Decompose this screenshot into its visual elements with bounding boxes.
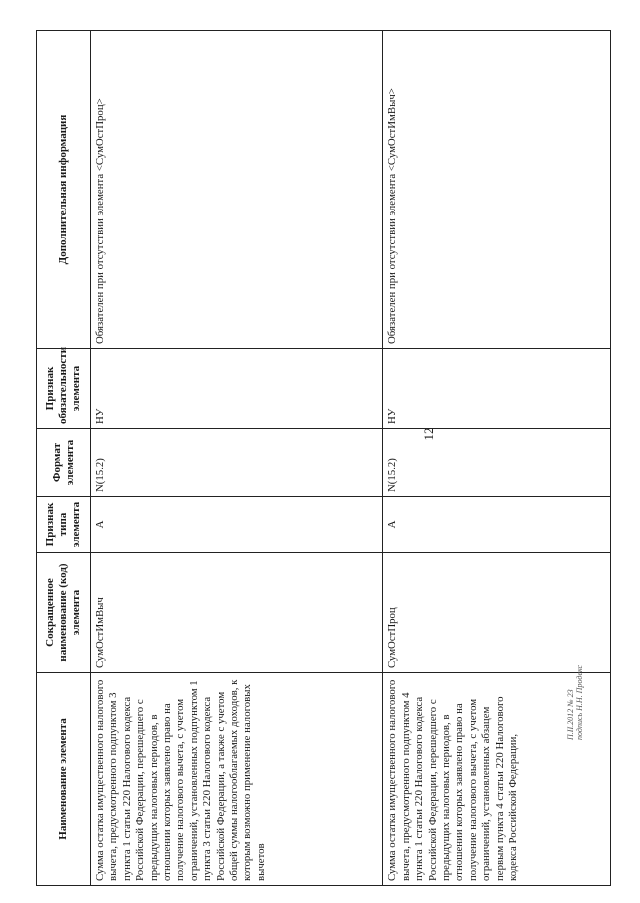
cell-format: N(15.2) — [383, 429, 611, 497]
cell-code: СумОстПроц — [383, 553, 611, 673]
cell-format: N(15.2) — [91, 429, 383, 497]
header-type: Признак типа элемента — [37, 497, 91, 553]
elements-table — [36, 30, 611, 886]
table-row — [383, 31, 611, 886]
header-required: Признак обязательности элемента — [37, 349, 91, 429]
cell-info: Обязателен при отсутствии элемента <СумОстИмВыч> — [383, 31, 611, 349]
cell-required: НУ — [91, 349, 383, 429]
cell-type: А — [383, 497, 611, 553]
cell-type: А — [91, 497, 383, 553]
header-name: Наименование элемента — [37, 673, 91, 886]
page-number: 12 — [421, 427, 436, 441]
registration-stamp — [566, 665, 584, 740]
cell-info: Обязателен при отсутствии элемента <СумОстПроц> — [91, 31, 383, 349]
table-header-row — [37, 31, 91, 886]
stamp-line-1: П.II.2012 № 23 — [566, 689, 575, 740]
cell-required: НУ — [383, 349, 611, 429]
rotated-table-wrapper — [36, 31, 611, 886]
header-info: Дополнительная информация — [37, 31, 91, 349]
header-format: Формат элемента — [37, 429, 91, 497]
cell-name: Сумма остатка имущественного налогового вычета, предусмотренного подпунктом 3 пункта 1 статьи 220 Налогового кодекса Российской Федерации, перешедшего с предыдущих налоговых периодов, в отношении которых заявлено право на получение налогового вычета, с учетом ограничений, установленных подпунктом 1 пункта 3 статьи 220 Налогового кодекса Российской Федерации, а также с учетом общей суммы налогооблагаемых доходов, к которым возможно применение налоговых вычетов — [91, 673, 383, 886]
cell-name: Сумма остатка имущественного налогового вычета, предусмотренного подпунктом 4 пункта 1 статьи 220 Налогового кодекса Российской Федерации, перешедшего с предыдущих налоговых периодов, в отношении которых заявлено право на получение налогового вычета, с учетом ограничений, установленных абзацем первым пункта 4 статьи 220 Налогового кодекса Российской Федерации, — [383, 673, 611, 886]
header-code: Сокращенное наименование (код) элемента — [37, 553, 91, 673]
table-row — [91, 31, 383, 886]
cell-code: СумОстИмВыч — [91, 553, 383, 673]
stamp-line-2: подпись Н.Н. Продекс — [575, 664, 584, 740]
